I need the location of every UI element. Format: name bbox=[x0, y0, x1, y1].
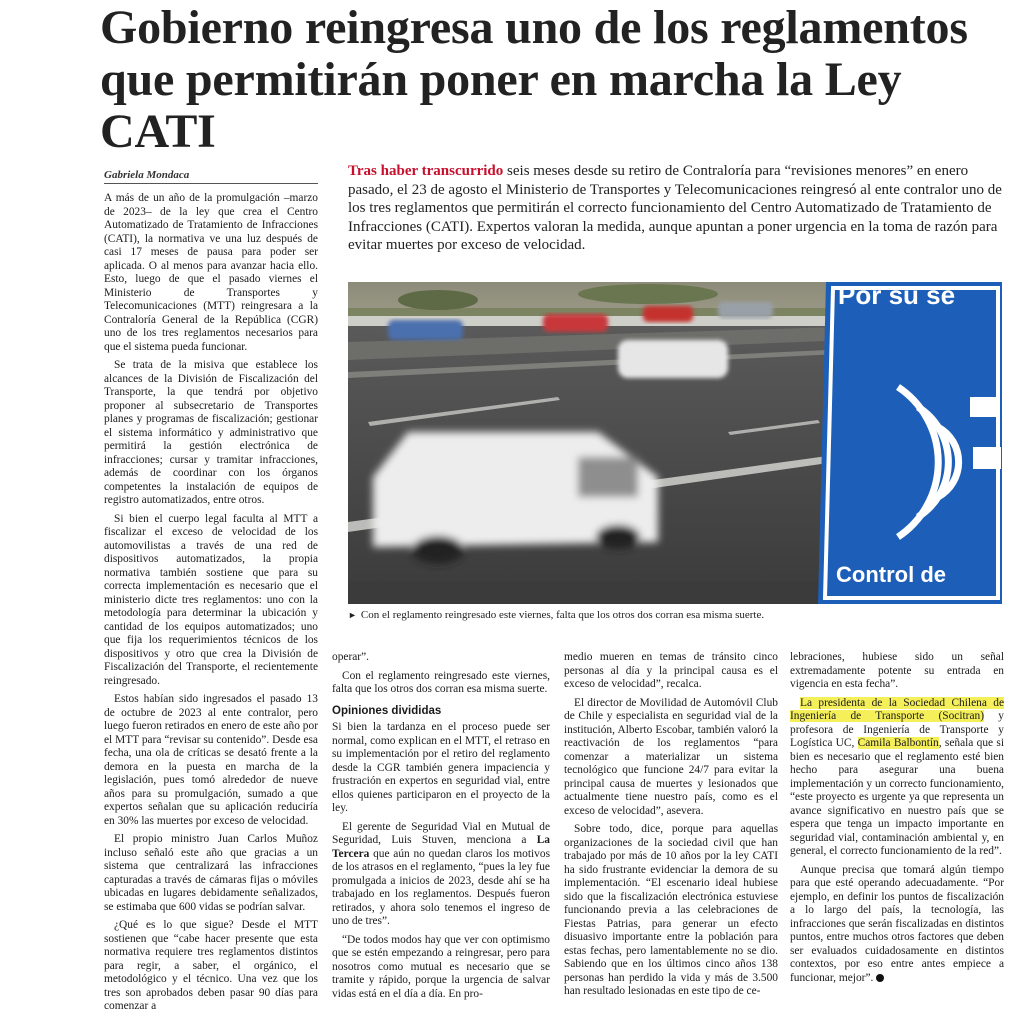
paragraph: El director de Movilidad de Automóvil Club de Chile y especialista en seguridad vial de la institución, Alberto Escobar, también valoró la reactivación de los reglamentos “para comenzar a materializar un sistema tecnológico que funcione 24/7 para evitar la principal causa de muertes y lesionados que actualmente tiene nuestro país, como es el exceso de velocidad”, asevera. bbox=[564, 696, 778, 817]
paragraph-text: , señala que si bien es necesario que el reglamento esté bien hecho para asegurar una buena implementación y un correcto funcionamiento, “este proyecto es urgente ya que representa un avance significativo en nuestro país que se espera que tenga un impacto importante en seguridad vial, contaminación ambiental y, en general, el correcto funcionamiento de la red”. bbox=[790, 737, 1004, 857]
lead-kicker: Tras haber transcurrido bbox=[348, 163, 504, 179]
paragraph bbox=[790, 697, 1004, 859]
sign-text-top: Por su se bbox=[838, 282, 956, 310]
paragraph: ¿Qué es lo que sigue? Desde el MTT sostienen que “cabe hacer presente que esta normativa requiere tres reglamentos distintos para regir, a saber, el orgánico, el metodológico y el técnico. Una vez que los tres son aprobados deben pasar 90 días para comenzar a bbox=[104, 919, 318, 1012]
paragraph-text: Aunque precisa que tomará algún tiempo para que esté operando adecuadamente. “Por ejemplo, en definir los puntos de fiscalización a lo largo del país, la tecnología, las infracciones que serán fiscalizadas en distintos puntos, entre muchos otros factores que deben ser evaluados cuidadosamente en distintos contextos, por eso entre antes empiece a funcionar, mejor”. bbox=[790, 863, 1004, 984]
triangle-right-icon: ► bbox=[348, 610, 357, 620]
lead-text: seis meses desde su retiro de Contraloría para “revisiones menores” en enero pasado, el 23 de agosto el Ministerio de Transportes y Telecomunicaciones reingresó al ente contralor uno de los tres reglamentos que permitirán el correcto funcionamiento del Centro Automatizado de Tratamiento de Infracciones (CATI). Expertos valoran la medida, aunque apuntan a poner urgencia en la toma de razón para evitar muertes por exceso de velocidad. bbox=[348, 163, 1002, 253]
sign-text-bottom: Control de bbox=[836, 562, 946, 587]
end-dot-icon bbox=[876, 974, 884, 982]
column-2 bbox=[332, 651, 550, 1006]
highway-speed-camera-photo bbox=[348, 282, 1002, 604]
column-3 bbox=[564, 651, 778, 1004]
paragraph: medio mueren en temas de tránsito cinco personas al día y la principal causa es el exceso de velocidad”, recalca. bbox=[564, 651, 778, 690]
paragraph: Sobre todo, dice, porque para aquellas organizaciones de la sociedad civil que han trabajado por más de 10 años por la ley CATI ha sido frustrante evidenciar la demora de su implementación. “El escenario ideal hubiese sido que la fiscalización electrónica estuviese funcionando previa a las celebraciones de Fiestas Patrias, para generar un efecto disuasivo importante entre la población para estas fechas, pero lamentablemente no se dio. Sabiendo que en los últimos cinco años 138 personas han perdido la vida y más de 3.500 han resultado lesionadas en este tipo de ce- bbox=[564, 823, 778, 997]
speed-camera-sign bbox=[818, 282, 1002, 604]
paragraph-text: y profesora de Ingeniería de Transporte y Logística UC, bbox=[790, 710, 1004, 749]
photo-caption bbox=[348, 609, 1004, 621]
paragraph: Con el reglamento reingresado este viernes, falta que los otros dos corran esa misma suerte. bbox=[332, 669, 550, 695]
byline: Gabriela Mondaca bbox=[104, 169, 318, 184]
section-subhead: Opiniones divididas bbox=[332, 704, 442, 717]
paragraph: Si bien el cuerpo legal faculta al MTT a fiscalizar el exceso de velocidad de los automovilistas a través de una red de dispositivos automatizados, la propia normativa también sostiene que para su correcta implementación es necesario que el ministerio dicte tres reglamentos: uno con la metodología para determinar la ubicación y cantidad de los equipos automatizados; uno que fija los requerimientos técnicos de los dispositivos y otro que crea la División de Fiscalización del Transporte, el recientemente reingresado. bbox=[104, 512, 318, 687]
article-photo bbox=[348, 282, 1002, 604]
paragraph: operar”. bbox=[332, 651, 369, 663]
highlighted-text: La presidenta de la Sociedad Chilena de Ingeniería de Transporte (Socitran) bbox=[790, 696, 1004, 722]
paragraph: lebraciones, hubiese sido un señal extremadamente potente su entrada en vigencia en esta fecha”. bbox=[790, 651, 1004, 690]
publication-name: La Tercera bbox=[332, 834, 550, 860]
lead-paragraph bbox=[348, 162, 1004, 255]
caption-text: Con el reglamento reingresado este viernes, falta que los otros dos corran esa misma suerte. bbox=[360, 609, 765, 621]
highlighted-text: Camila Balbontín bbox=[857, 737, 939, 749]
paragraph-text: que aún no quedan claros los motivos de los atrasos en el reglamento, “pues la ley fue promulgada a inicios de 2023, desde ahí se ha trabajado en los reglamentos. Después fueron retirados, y ahora solo tenemos el ingreso de uno de tres”. bbox=[332, 847, 550, 927]
paragraph: El propio ministro Juan Carlos Muñoz incluso señaló este año que gracias a un sistema que centralizará las infracciones capturadas a través de cámaras fijas o móviles ubicadas en lugares debidamente señalizados, se estimaba que 600 vidas se podrían salvar. bbox=[104, 833, 318, 913]
paragraph: “De todos modos hay que ver con optimismo que se estén empezando a reingresar, pero para nosotros como mutual es necesario que se tramite y rápido, porque la urgencia de salvar vidas está en el día a día. En pro- bbox=[332, 933, 550, 1000]
paragraph: Si bien la tardanza en el proceso puede ser normal, como explican en el MTT, el retraso en su implementación por el retiro del reglamento desde la CGR también genera impaciencia y frustración en expertos en seguridad vial, entre ellos quienes participaron en el proyecto de la ley. bbox=[332, 721, 550, 814]
paragraph bbox=[332, 821, 550, 929]
column-1 bbox=[104, 192, 318, 1019]
paragraph-text: El gerente de Seguridad Vial en Mutual de Seguridad, Luis Stuven, menciona a bbox=[332, 820, 550, 846]
paragraph: Estos habían sido ingresados el pasado 13 de octubre de 2023 al ente contralor, pero luego fueron retirados en enero de este año por el MTT para “revisar su contenido”. Desde esa fecha, una ola de críticas se desató frente a la demora en la puesta en marcha de la legislación, pues tomó alrededor de nueve años para su promulgación, sumado a que expertos señalan que su aplicación reduciría en 30% las muertes por exceso de velocidad. bbox=[104, 693, 318, 827]
column-4 bbox=[790, 651, 1004, 990]
headline: Gobierno reingresa uno de los reglamentos que permitirán poner en marcha la Ley CATI bbox=[100, 1, 968, 158]
paragraph: Se trata de la misiva que establece los alcances de la División de Fiscalización del Transporte, la que tendrá por objetivo proponer al subsecretario de Transportes planes y programas de fiscalización; gestionar el sistema informático y administrativo que permitirá la gestión electrónica de infracciones; cursar y tramitar infracciones, además de coordinar con los órganos competentes la instalación de equipos de registro automatizados, entre otros. bbox=[104, 359, 318, 506]
paragraph bbox=[790, 864, 1004, 986]
paragraph: A más de un año de la promulgación –marzo de 2023– de la ley que crea el Centro Automatizado de Tratamiento de Infracciones (CATI), la normativa ve una luz después de casi 17 meses de pausa para poder ser aplicada. O al menos para avanzar hacia ello. Esto, luego de que el pasado viernes el Ministerio de Transportes y Telecomunicaciones (MTT) reingresara a la Contraloría General de la República (CGR) uno de los tres reglamentos necesarios para que el sistema pueda funcionar. bbox=[104, 192, 318, 353]
